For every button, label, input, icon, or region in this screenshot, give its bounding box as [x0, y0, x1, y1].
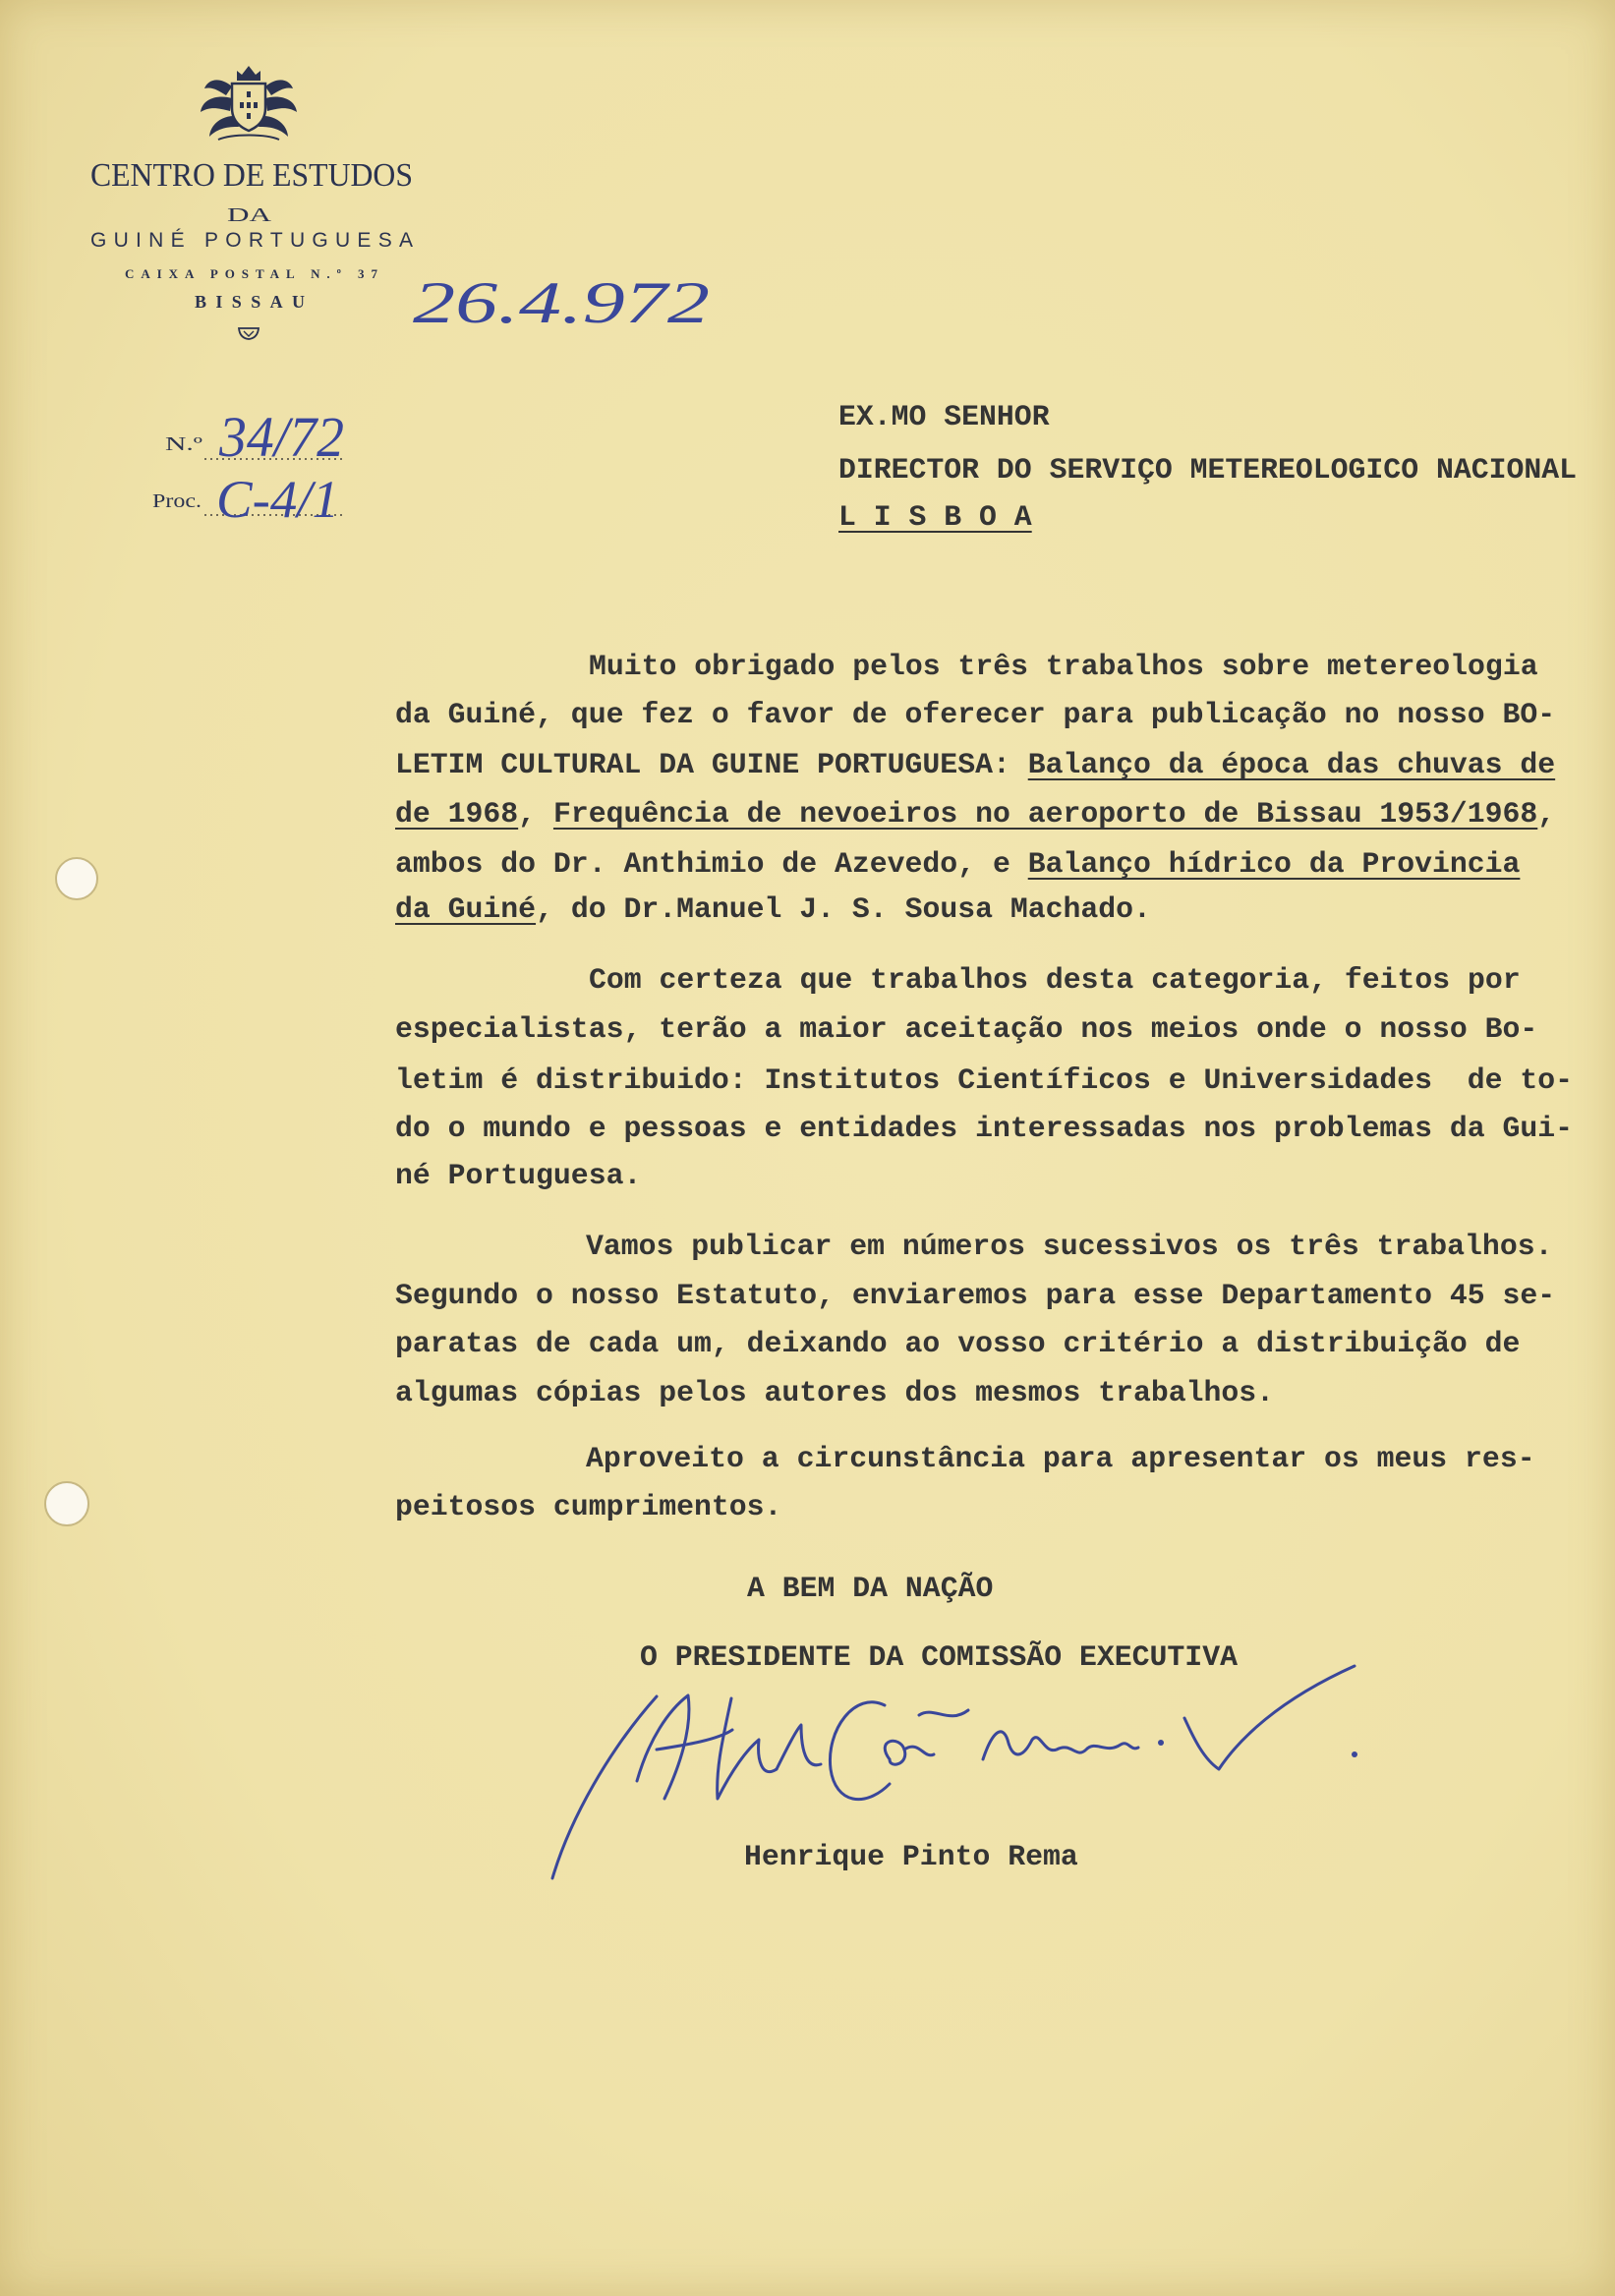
body-line [395, 1111, 1573, 1146]
text-segment: LETIM CULTURAL DA GUINE PORTUGUESA: [395, 748, 1028, 781]
text-segment: algumas cópias pelos autores dos mesmos trabalhos. [395, 1376, 1275, 1409]
text-segment: do o mundo e pessoas e entidades interessadas nos problemas da Gui- [395, 1112, 1574, 1145]
signatory-name: Henrique Pinto Rema [744, 1840, 1078, 1873]
closing-role: O PRESIDENTE DA COMISSÃO EXECUTIVA [640, 1640, 1238, 1674]
body-line [395, 1062, 1573, 1098]
text-segment: peitosos cumprimentos. [395, 1490, 782, 1523]
number-value: 34/72 [218, 405, 344, 469]
org-name: CENTRO DE ESTUDOS [90, 157, 413, 194]
text-segment: , [518, 797, 553, 831]
text-segment: ambos do Dr. Anthimio de Azevedo, e [395, 847, 1028, 881]
letterhead-city: BISSAU [195, 292, 305, 312]
handwritten-date: 26.4.972 [413, 270, 710, 335]
addressee-city: L I S B O A [838, 500, 1032, 534]
coat-of-arms-icon [201, 66, 297, 140]
body-line [395, 891, 1151, 927]
text-segment: Muito obrigado pelos três trabalhos sobre metereologia [589, 650, 1538, 683]
body-line [395, 796, 1555, 832]
process-label: Proc. [152, 490, 202, 512]
underlined-title: de 1968 [395, 797, 519, 831]
addressee-position: DIRECTOR DO SERVIÇO METEREOLOGICO NACIONAL [838, 453, 1578, 487]
body-line [395, 747, 1555, 782]
closing-motto: A BEM DA NAÇÃO [747, 1572, 994, 1605]
body-line [395, 1278, 1555, 1313]
body-line [395, 697, 1555, 732]
text-segment: da Guiné, que fez o favor de oferecer para publicação no nosso BO- [395, 698, 1556, 731]
underlined-title: Balanço da época das chuvas de [1027, 748, 1556, 781]
text-segment: paratas de cada um, deixando ao vosso critério a distribuição de [395, 1327, 1521, 1360]
number-label: N.º [165, 433, 202, 455]
small-shield-icon [239, 328, 259, 339]
body-line [395, 1489, 781, 1524]
body-line [395, 1011, 1537, 1047]
text-segment: especialistas, terão a maior aceitação nos meios onde o nosso Bo- [395, 1012, 1538, 1046]
process-value: C-4/1 [216, 470, 339, 529]
underlined-title: da Guiné [395, 892, 537, 926]
underlined-title: Balanço hídrico da Provincia [1027, 847, 1521, 881]
signature-dot [1352, 1751, 1357, 1757]
punch-hole [45, 1482, 88, 1525]
body-line [589, 962, 1521, 998]
text-segment: Com certeza que trabalhos desta categoria, feitos por [589, 963, 1521, 997]
body-line [395, 1158, 641, 1193]
org-region: GUINÉ PORTUGUESA [90, 229, 413, 252]
text-segment: né Portuguesa. [395, 1159, 642, 1192]
text-segment: Segundo o nosso Estatuto, enviaremos para esse Departamento 45 se- [395, 1279, 1556, 1312]
signature-dot [1158, 1740, 1164, 1746]
text-segment: Aproveito a circunstância para apresentar os meus res- [586, 1442, 1535, 1475]
body-line [586, 1441, 1535, 1476]
body-line [395, 1375, 1274, 1410]
text-segment: , do Dr.Manuel J. S. Sousa Machado. [536, 892, 1151, 926]
text-segment: letim é distribuido: Institutos Científicos e Universidades de to- [395, 1063, 1574, 1097]
body-line [589, 649, 1538, 684]
org-connector: DA [227, 204, 272, 226]
body-line [395, 846, 1520, 882]
postal-box: CAIXA POSTAL N.º 37 [125, 266, 377, 281]
body-line [395, 1326, 1520, 1361]
underlined-title: Frequência de nevoeiros no aeroporto de Bissau 1953/1968 [552, 797, 1538, 831]
text-segment: , [1537, 797, 1556, 831]
punch-hole [56, 858, 97, 899]
text-segment: Vamos publicar em números sucessivos os três trabalhos. [586, 1230, 1553, 1263]
addressee-salutation: EX.MO SENHOR [838, 400, 1050, 433]
body-line [586, 1229, 1552, 1264]
